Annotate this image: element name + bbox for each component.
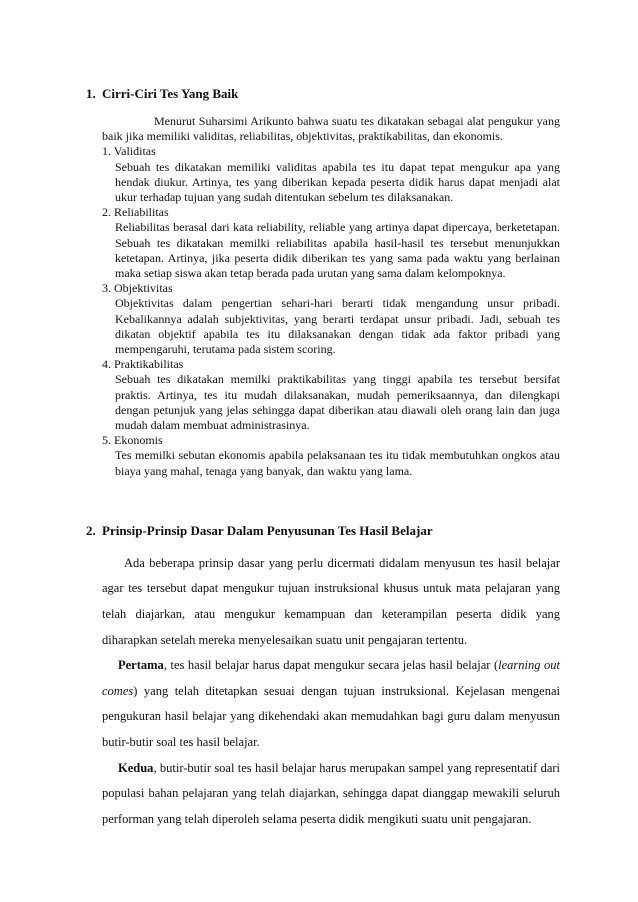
criterion-body: Sebuah tes dikatakan memilki praktikabilitas yang tinggi apabila tes tersebut bersifat praktis. Artinya, tes itu mudah dilaksanakan, mudah pemeriksaannya, dan dilengkapi dengan petunjuk yang jelas sehingga dapat diberikan atau diawali oleh orang lain dan juga mudah dalam membuat administrasinya.: [115, 372, 560, 433]
section-2-title: Prinsip-Prinsip Dasar Dalam Penyusunan Tes Hasil Belajar: [102, 522, 433, 538]
section-1-intro: Menurut Suharsimi Arikunto bahwa suatu tes dikatakan sebagai alat pengukur yang baik jika memiliki validitas, reliabilitas, objektivitas, praktikabilitas, dan ekonomis.: [102, 114, 560, 144]
section-1-body: [86, 114, 560, 479]
criterion-heading: 4. Praktikabilitas: [102, 357, 184, 372]
criterion-praktikabilitas: [102, 357, 560, 433]
criterion-validitas: [102, 144, 560, 205]
criterion-body: Reliabilitas berasal dari kata reliability, reliable yang artinya dapat dipercaya, berketetapan. Sebuah tes dikatakan memilki reliabilitas apabila hasil-hasil tes tersebut menunjukkan ketetapan. Artinya, jika peserta didik diberikan tes yang sama pada waktu yang berlainan maka setiap siswa akan tetap berada pada urutan yang sama dalam kelompoknya.: [115, 220, 560, 281]
section-2-body: [102, 551, 560, 833]
criterion-heading: 3. Objektivitas: [102, 281, 173, 296]
section-1-number: 1.: [86, 86, 96, 101]
section-1-title: Cirri-Ciri Tes Yang Baik: [102, 86, 239, 101]
criterion-heading: 5. Ekonomis: [102, 433, 163, 448]
section-2-number: 2.: [86, 522, 96, 538]
principle-first-label: Pertama: [118, 658, 164, 673]
section-2-intro: Ada beberapa prinsip dasar yang perlu dicermati didalam menyusun tes hasil belajar agar tes tersebut dapat mengukur tujuan instruksional khusus untuk mata pelajaran yang telah diajarkan, atau mengukur kemampuan dan keterampilan peserta didik yang diharapkan setelah mereka menyelesaikan suatu unit pengajaran tertentu.: [102, 555, 560, 647]
criterion-ekonomis: [102, 433, 560, 479]
criterion-heading: 1. Validitas: [102, 144, 156, 159]
principle-first: Pertama, tes hasil belajar harus dapat mengukur secara jelas hasil belajar (learning out comes) yang telah ditetapkan sesuai dengan tujuan instruksional. Kejelasan mengenai pengukuran hasil belajar yang dikehendaki akan memudahkan bagi guru dalam menyusun butir-butir soal tes hasil belajar.: [102, 658, 560, 750]
criterion-objektivitas: [102, 281, 560, 357]
section-1: [86, 86, 560, 479]
principle-second-label: Kedua: [118, 760, 154, 775]
section-1-heading: [86, 86, 560, 102]
criterion-body: Objektivitas dalam pengertian sehari-hari berarti tidak mengandung unsur pribadi. Kebalikannya adalah subjektivitas, yang berarti terdapat unsur pribadi. Jadi, sebuah tes dikatan objektif apabila tes itu dilaksanakan dengan tidak ada faktor pribadi yang mempengaruhi, terutama pada sistem scoring.: [115, 296, 560, 357]
criterion-reliabilitas: [102, 205, 560, 281]
criterion-body: Tes memilki sebutan ekonomis apabila pelaksanaan tes itu tidak membutuhkan ongkos atau biaya yang mahal, tenaga yang banyak, dan waktu yang lama.: [115, 448, 560, 478]
learning-outcomes-term: learning out comes: [102, 658, 560, 698]
criterion-body: Sebuah tes dikatakan memiliki validitas apabila tes itu dapat tepat mengukur apa yang hendak diukur. Artinya, tes yang diberikan kepada peserta didik harus dapat menjadi alat ukur terhadap tujuan yang sudah ditentukan sebelum tes dilaksanakan.: [115, 159, 560, 205]
criterion-heading: 2. Reliabilitas: [102, 205, 169, 220]
section-2: [86, 523, 560, 833]
principle-second: Kedua, butir-butir soal tes hasil belajar harus merupakan sampel yang representatif dari populasi bahan pelajaran yang telah diajarkan, sehingga dapat dianggap mewakili seluruh performan yang telah diperoleh selama peserta didik mengikuti suatu unit pengajaran.: [102, 760, 560, 826]
section-2-heading: [86, 523, 560, 539]
